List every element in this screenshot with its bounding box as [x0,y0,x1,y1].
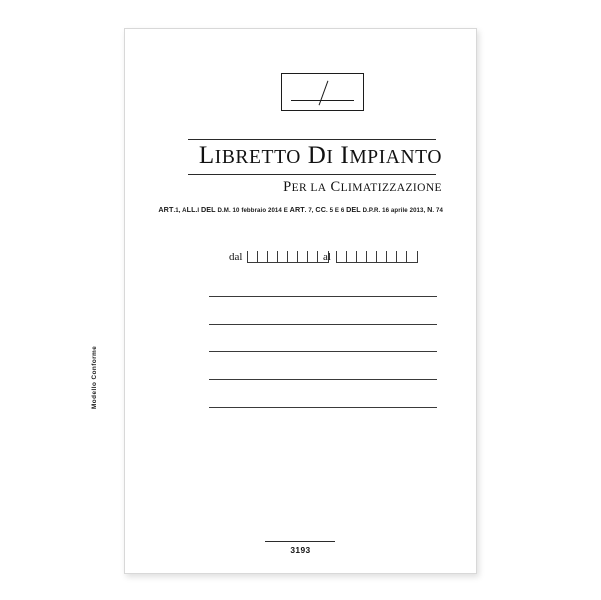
blank-line[interactable] [209,296,437,297]
ref-f: D.M. 10 [215,207,242,214]
date-from-label: dal [229,251,243,263]
title-rule-top [188,139,436,140]
subtitle-part-4: LIMATIZZAZIONE [340,182,442,194]
footer-rule [265,541,335,542]
comb-cell[interactable] [268,251,278,262]
ref-g: febbraio [241,207,267,214]
date-group-to [323,251,418,263]
subtitle-part-2: ER LA [291,182,327,194]
footer-product-code: 3193 [290,545,311,555]
date-group-from [229,251,329,263]
comb-cell[interactable] [298,251,308,262]
ref-j: . 7, [304,207,316,214]
side-note-modello-conforme: Modello Conforme [91,345,98,409]
subtitle-part-1: P [283,179,292,195]
box-baseline [291,100,354,101]
ref-h: 2014 E [266,207,290,214]
comb-cell[interactable] [278,251,288,262]
comb-cell[interactable] [248,251,258,262]
ref-c: LL [186,205,196,214]
ref-d: .I [195,207,201,214]
title-rule-bottom [188,174,436,175]
ref-o: aprile [390,207,408,214]
title-part-2: IBRETTO [214,147,301,168]
comb-cell[interactable] [377,251,387,262]
ref-m: DEL [346,205,361,214]
comb-cell[interactable] [407,251,417,262]
comb-cell[interactable] [258,251,268,262]
document-subtitle [125,179,442,196]
comb-cell[interactable] [397,251,407,262]
title-part-6: MPIANTO [349,147,442,168]
comb-cell[interactable] [337,251,347,262]
ref-p: 2013, [407,207,428,214]
title-part-5: I [340,142,350,169]
blank-line[interactable] [209,407,437,408]
slash-mark-icon [318,81,328,106]
comb-cell[interactable] [308,251,318,262]
document-sheet [91,28,477,574]
ref-r: . 74 [432,207,443,214]
title-part-1: L [198,142,215,169]
validity-date-row [125,251,476,267]
identification-box [281,73,364,111]
date-from-input[interactable] [247,251,329,263]
title-part-3: D [307,142,327,169]
ref-k: CC [315,205,326,214]
comb-cell[interactable] [357,251,367,262]
subtitle-part-3: C [330,179,341,195]
comb-cell[interactable] [288,251,298,262]
comb-cell[interactable] [367,251,377,262]
ref-l: . 5 E 6 [326,207,347,214]
document-title [125,142,442,170]
comb-cell[interactable] [347,251,357,262]
date-to-input[interactable] [336,251,418,263]
ref-i: ART [289,205,305,214]
date-to-label: al [323,251,331,263]
title-part-4: I [326,147,334,168]
legal-reference [125,205,443,214]
blank-line[interactable] [209,379,437,380]
ref-q: N [427,205,433,214]
blank-line[interactable] [209,351,437,352]
ref-e: DEL [201,205,216,214]
ref-b: .1, A [173,207,187,214]
comb-cell[interactable] [387,251,397,262]
blank-line[interactable] [209,324,437,325]
ref-a: ART [158,205,174,214]
ref-n: D.P.R. 16 [360,207,391,214]
